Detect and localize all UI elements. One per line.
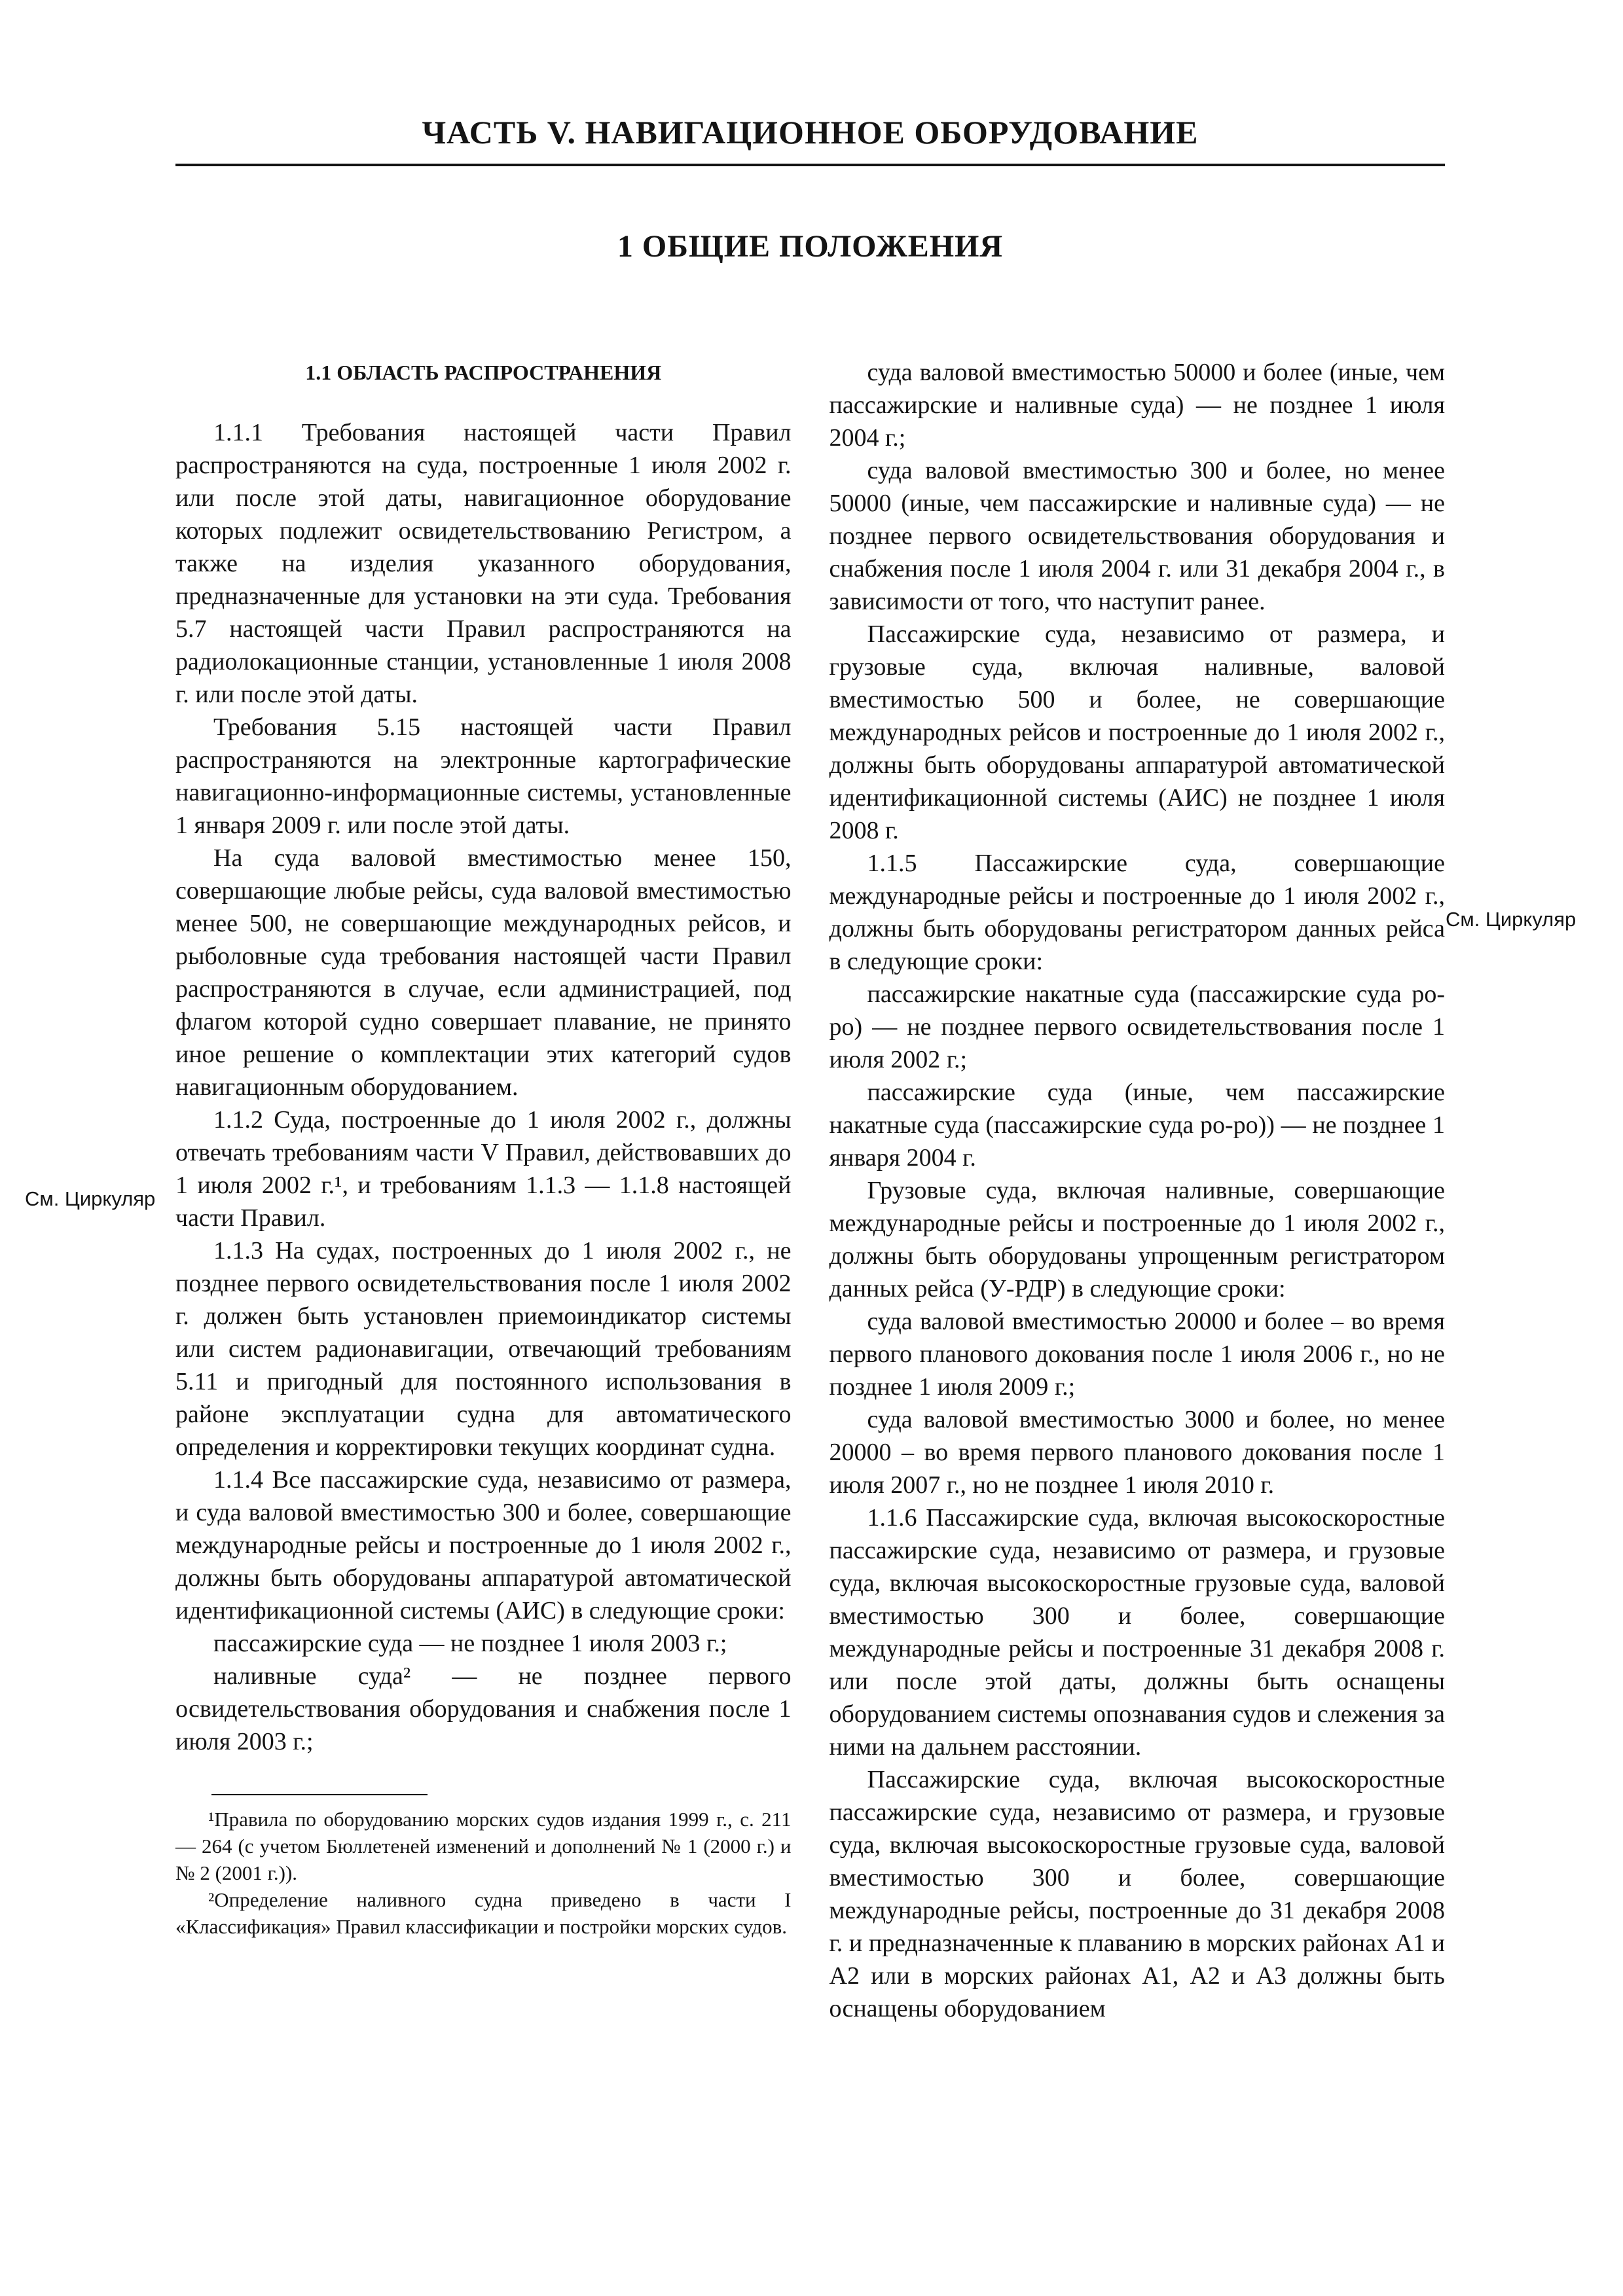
paragraph: наливные суда² — не позднее первого освидетельствования оборудования и снабжения после 1 июля 2003 г.; [175,1662,792,1755]
right-column [830,356,1446,2025]
paragraph: На суда валовой вместимостью менее 150, совершающие любые рейсы, суда валовой вместимостью менее 500, не совершающие международных рейсов, и рыболовные суда требования настоящей части Правил распространяются в случае, если администрацией, под флагом которой судно совершает плавание, не принято иное решение о комплектации этих категорий судов навигационным оборудованием. [175,844,792,1101]
header-rule [175,164,1445,166]
section-heading: 1.1 ОБЛАСТЬ РАСПРОСТРАНЕНИЯ [305,361,662,384]
footnotes-block [175,1794,792,1940]
footnote: ²Определение наливного судна приведено в части I «Классификация» Правил классификации и постройки морских судов. [175,1888,792,1938]
paragraph: 1.1.2 Суда, построенные до 1 июля 2002 г., должны отвечать требованиям части V Правил, действовавших до 1 июля 2002 г.¹, и требованиям 1.1.3 — 1.1.8 настоящей части Правил. [175,1106,792,1232]
two-column-layout [175,356,1445,2025]
paragraph: Пассажирские суда, включая высокоскоростные пассажирские суда, независимо от размера, и грузовые суда, включая высокоскоростные грузовые суда, валовой вместимостью 300 и более, совершающие международные рейсы, построенные до 31 декабря 2008 г. и предназначенные к плаванию в морских районах А1 и А2 или в морских районах А1, А2 и А3 должны быть оснащены оборудованием [829,1766,1445,2022]
paragraph: пассажирские накатные суда (пассажирские суда ро-ро) — не позднее первого освидетельствования после 1 июля 2002 г.; [829,980,1445,1073]
paragraph: 1.1.5 Пассажирские суда, совершающие международные рейсы и построенные до 1 июля 2002 г., должны быть оборудованы регистратором данных рейса в следующие сроки: [829,850,1445,975]
paragraph: суда валовой вместимостью 50000 и более (иные, чем пассажирские и наливные суда) — не позднее 1 июля 2004 г.; [829,359,1445,452]
footnote-separator [211,1794,428,1795]
margin-note-see-circular-right: См. Циркуляр [1446,908,1577,931]
left-column [175,356,792,2025]
paragraph: пассажирские суда (иные, чем пассажирские накатные суда (пассажирские суда ро-ро)) — не позднее 1 января 2004 г. [829,1079,1445,1172]
paragraph: 1.1.4 Все пассажирские суда, независимо от размера, и суда валовой вместимостью 300 и более, совершающие международные рейсы и построенные до 1 июля 2002 г., должны быть оборудованы аппаратурой автоматической идентификационной системы (АИС) в следующие сроки: [175,1466,792,1624]
part-header: ЧАСТЬ V. НАВИГАЦИОННОЕ ОБОРУДОВАНИЕ [422,114,1199,151]
paragraph: суда валовой вместимостью 3000 и более, но менее 20000 – во время первого планового докования после 1 июля 2007 г., но не позднее 1 июля 2010 г. [829,1406,1445,1499]
paragraph: Требования 5.15 настоящей части Правил распространяются на электронные картографические навигационно-информационные системы, установленные 1 января 2009 г. или после этой даты. [175,713,792,839]
paragraph: пассажирские суда — не позднее 1 июля 2003 г.; [213,1630,727,1657]
paragraph: суда валовой вместимостью 20000 и более – во время первого планового докования после 1 июля 2006 г., но не позднее 1 июля 2009 г.; [829,1308,1445,1401]
margin-note-see-circular-left: См. Циркуляр [25,1187,156,1210]
paragraph: суда валовой вместимостью 300 и более, но менее 50000 (иные, чем пассажирские и наливные суда) — не позднее первого освидетельствования оборудования и снабжения после 1 июля 2004 г. или 31 декабря 2004 г., в зависимости от того, что наступит ранее. [829,457,1445,615]
chapter-title: 1 ОБЩИЕ ПОЛОЖЕНИЯ [617,229,1004,264]
paragraph: Пассажирские суда, независимо от размера, и грузовые суда, включая наливные, валовой вместимостью 500 и более, не совершающие международных рейсов и построенные до 1 июля 2002 г., должны быть оборудованы аппаратурой автоматической идентификационной системы (АИС) не позднее 1 июля 2008 г. [829,620,1445,844]
paragraph: 1.1.1 Требования настоящей части Правил распространяются на суда, построенные 1 июля 2002 г. или после этой даты, навигационное оборудование которых подлежит освидетельствованию Регистром, а также на изделия указанного оборудования, предназначенные для установки на эти суда. Требования 5.7 настоящей части Правил распространяются на радиолокационные станции, установленные 1 июля 2008 г. или после этой даты. [175,419,792,708]
footnote: ¹Правила по оборудованию морских судов издания 1999 г., с. 211 — 264 (с учетом Бюллетеней изменений и дополнений № 1 (2000 г.) и № 2 (2001 г.)). [175,1808,792,1884]
paragraph: Грузовые суда, включая наливные, совершающие международные рейсы и построенные до 1 июля 2002 г., должны быть оборудованы упрощенным регистратором данных рейса (У-РДР) в следующие сроки: [829,1177,1445,1302]
paragraph: 1.1.6 Пассажирские суда, включая высокоскоростные пассажирские суда, независимо от размера, и грузовые суда, включая высокоскоростные грузовые суда, валовой вместимостью 300 и более, совершающие международные рейсы и построенные 31 декабря 2008 г. или после этой даты, должны быть оснащены оборудованием системы опознавания судов и слежения за ними на дальнем расстоянии. [829,1504,1445,1761]
paragraph: 1.1.3 На судах, построенных до 1 июля 2002 г., не позднее первого освидетельствования после 1 июля 2002 г. должен быть установлен приемоиндикатор системы или систем радионавигации, отвечающий требованиям 5.11 и пригодный для постоянного использования в районе эксплуатации судна для автоматического определения и корректировки текущих координат судна. [175,1237,792,1461]
